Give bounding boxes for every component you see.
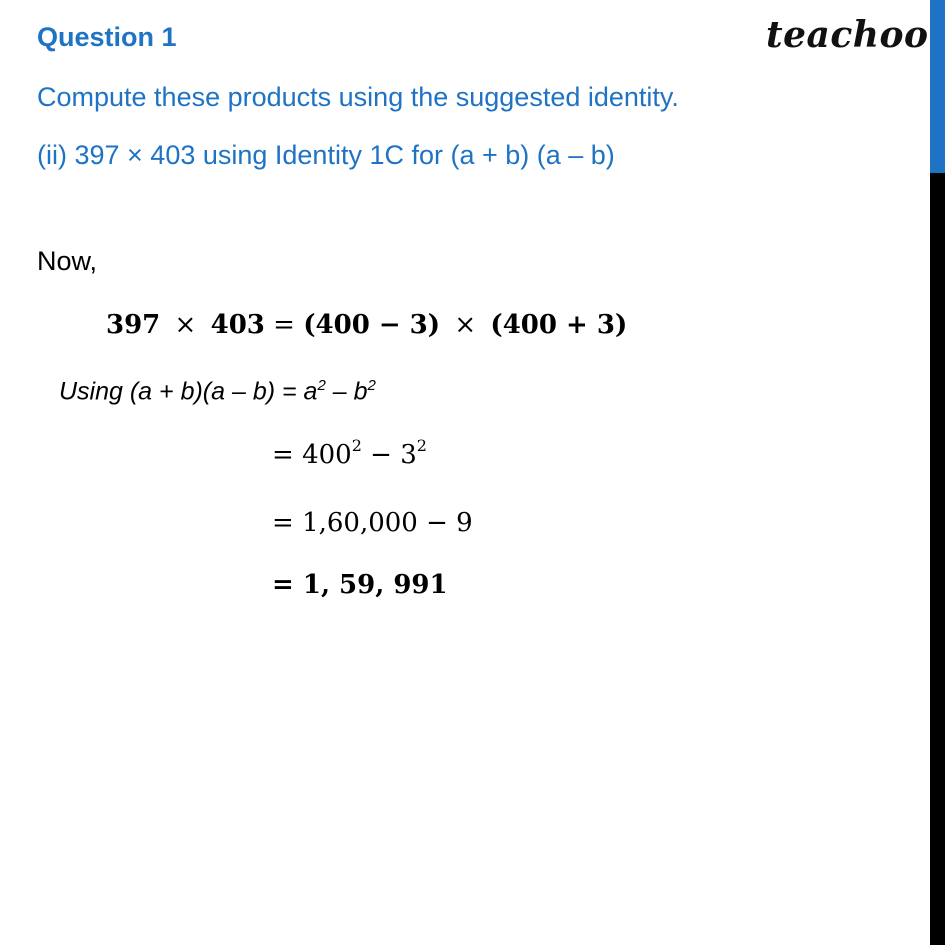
lhs-b: 403 — [210, 310, 265, 340]
sidebar-accent — [930, 0, 945, 173]
times-sign: × — [174, 310, 197, 340]
teachoo-logo: teachoo — [766, 14, 929, 56]
main-equation — [106, 310, 627, 340]
question-text: Compute these products using the suggested identity. — [37, 82, 679, 112]
identity-exp-b: 2 — [367, 377, 376, 394]
step3-equals: = — [272, 570, 294, 600]
final-result: 1, 59, 991 — [302, 570, 448, 600]
question-title: Question 1 — [37, 22, 177, 52]
step1-minus: − — [370, 440, 392, 470]
step2-minus: − — [426, 508, 448, 538]
identity-exp-a: 2 — [317, 377, 326, 394]
identity-note-mid: – b — [325, 377, 368, 406]
sidebar-strip — [930, 0, 945, 945]
step1-base1: 400 — [302, 440, 352, 470]
identity-note-prefix: Using (a + b)(a – b) = a — [59, 377, 318, 406]
rhs-b: (400 + 3) — [490, 310, 628, 340]
step-1 — [272, 436, 427, 470]
step2-equals: = — [272, 508, 294, 538]
step1-exp1: 2 — [351, 436, 362, 455]
step-2 — [272, 508, 473, 538]
step2-b: 9 — [456, 508, 473, 538]
question-subpart: (ii) 397 × 403 using Identity 1C for (a + b) (a – b) — [37, 140, 615, 170]
times-sign-2: × — [454, 310, 477, 340]
equals-sign: = — [273, 310, 295, 340]
step1-equals: = — [272, 440, 294, 470]
lhs-a: 397 — [106, 310, 161, 340]
step1-base2: 3 — [400, 440, 417, 470]
step1-exp2: 2 — [416, 436, 427, 455]
rhs-a: (400 − 3) — [303, 310, 441, 340]
identity-note — [59, 377, 376, 406]
step2-a: 1,60,000 — [302, 508, 418, 538]
now-label: Now, — [37, 246, 98, 276]
step-3-result — [272, 570, 448, 600]
